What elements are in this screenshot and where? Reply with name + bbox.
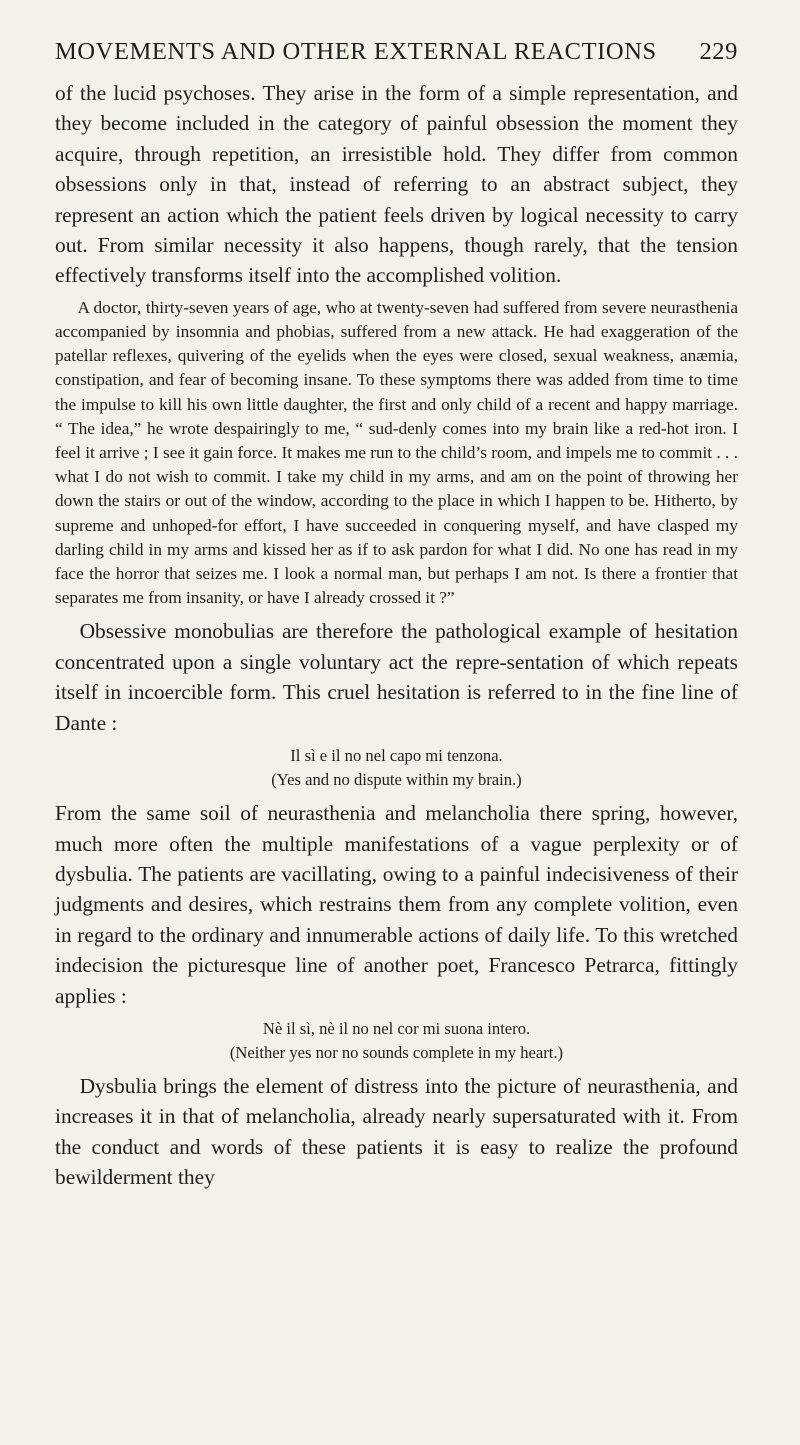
paragraph-1: of the lucid psychoses. They arise in the form of a simple representation, and they become included in the category of painful obsession the moment they acquire, through repetition, an irresistible hold. They differ from common obsessions only in that, instead of referring to an abstract subject, they represent an action which the patient feels driven by logical necessity to carry out. From similar necessity it also happens, though rarely, that the tension effectively transforms itself into the accomplished volition. [55, 81, 738, 288]
dante-english-line: (Yes and no dispute within my brain.) [271, 770, 522, 790]
dante-quote [55, 744, 738, 792]
petrarca-italian-line: Nè il sì, nè il no nel cor mi suona intero. [262, 1018, 531, 1038]
dante-italian-line: Il sì e il no nel capo mi tenzona. [290, 746, 503, 766]
case-report-paragraph: A doctor, thirty-seven years of age, who at twenty-seven had suffered from severe neurasthenia accompanied by insomnia and phobias, suffered from a new attack. He had exaggeration of the patellar reflexes, quivering of the eyelids when the eyes were closed, sexual weakness, anæmia, constipation, and fear of becoming insane. To these symptoms there was added from time to time the impulse to kill his own little daughter, the first and only child of a recent and happy marriage. “ The idea,” he wrote despairingly to me, “ sud-denly comes into my brain like a red-hot iron. I feel it arrive ; I see it gain force. It makes me run to the child’s room, and impels me to commit . . . what I do not wish to commit. I take my child in my arms, and am on the point of throwing her down the stairs or out of the window, according to the place in which I happen to be. Hitherto, by supreme and unhoped-for effort, I have succeeded in conquering myself, and have clasped my darling child in my arms and kissed her as if to ask pardon for what I did. No one has read in my face the horror that seizes me. I look a normal man, but perhaps I am not. Is there a frontier that separates me from insanity, or have I already crossed it ?” [55, 297, 738, 608]
petrarca-english-line: (Neither yes nor no sounds complete in my heart.) [229, 1042, 564, 1062]
paragraph-monobulias: Obsessive monobulias are therefore the pathological example of hesitation concentrated upon a single voluntary act the repre-sentation of which repeats itself in incoercible form. This cruel hesitation is referred to in the fine line of Dante : [55, 619, 738, 735]
petrarca-quote [55, 1017, 738, 1065]
page-number: 229 [699, 38, 738, 65]
chapter-title: MOVEMENTS AND OTHER EXTERNAL REACTIONS [55, 38, 657, 65]
paragraph-distress: Dysbulia brings the element of distress into the picture of neurasthenia, and increases it in that of melancholia, already nearly supersaturated with it. From the conduct and words of these patients it is easy to realize the profound bewilderment they [55, 1073, 738, 1190]
running-head [55, 38, 738, 66]
paragraph-dysbulia: From the same soil of neurasthenia and melancholia there spring, however, much more often the multiple manifestations of a vague perplexity or of dysbulia. The patients are vacillating, owing to a painful indecisiveness of their judgments and desires, which restrains them from any complete volition, even in regard to the ordinary and innumerable actions of daily life. To this wretched indecision the picturesque line of another poet, Francesco Petrarca, fittingly applies : [55, 801, 738, 1008]
